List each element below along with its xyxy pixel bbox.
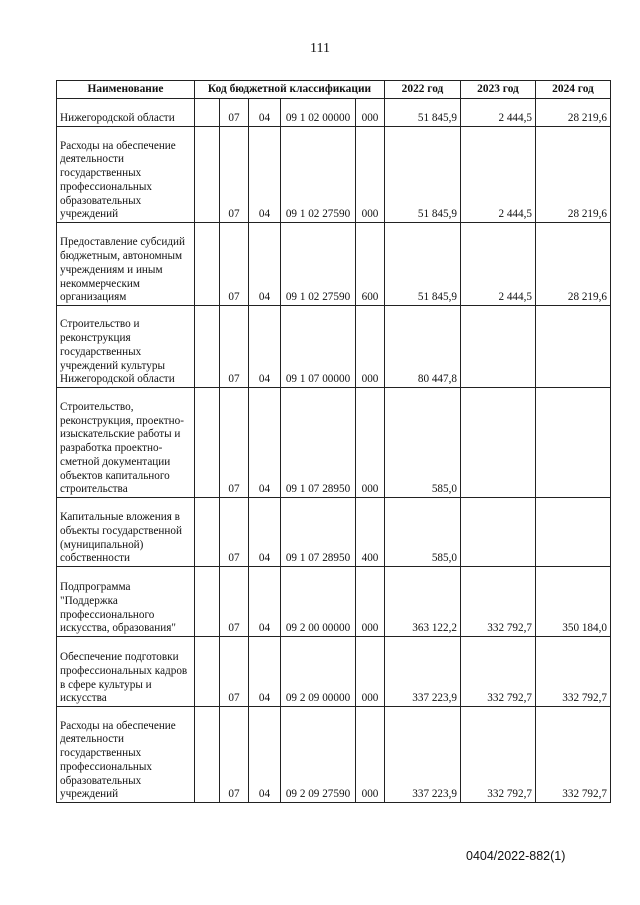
row-subsection: 04 <box>249 127 281 223</box>
row-target-article: 09 2 00 00000 <box>281 567 356 637</box>
row-value-2023: 332 792,7 <box>461 567 536 637</box>
row-value-2023: 2 444,5 <box>461 127 536 223</box>
row-subsection: 04 <box>249 388 281 498</box>
row-expense-type: 000 <box>356 99 385 127</box>
row-target-article: 09 2 09 27590 <box>281 707 356 803</box>
header-2024: 2024 год <box>536 81 611 99</box>
table-row <box>57 306 611 388</box>
row-value-2024 <box>536 388 611 498</box>
row-section: 07 <box>220 223 249 306</box>
row-subsection: 04 <box>249 223 281 306</box>
table-header-row <box>57 81 611 99</box>
row-value-2022: 337 223,9 <box>385 707 461 803</box>
row-value-2023: 2 444,5 <box>461 223 536 306</box>
row-value-2023 <box>461 498 536 567</box>
row-target-article: 09 1 02 27590 <box>281 223 356 306</box>
row-section: 07 <box>220 127 249 223</box>
row-name: Расходы на обеспечение деятельности государственных профессиональных образовательных учреждений <box>57 127 195 223</box>
row-value-2023: 332 792,7 <box>461 637 536 707</box>
row-value-2022: 585,0 <box>385 388 461 498</box>
table-row <box>57 498 611 567</box>
row-expense-type: 000 <box>356 637 385 707</box>
row-empty-code <box>195 707 220 803</box>
table-row <box>57 99 611 127</box>
row-expense-type: 400 <box>356 498 385 567</box>
row-empty-code <box>195 567 220 637</box>
row-value-2024: 28 219,6 <box>536 99 611 127</box>
row-subsection: 04 <box>249 306 281 388</box>
header-2022: 2022 год <box>385 81 461 99</box>
row-value-2024 <box>536 498 611 567</box>
row-subsection: 04 <box>249 637 281 707</box>
table-row <box>57 223 611 306</box>
row-value-2022: 80 447,8 <box>385 306 461 388</box>
row-value-2024 <box>536 306 611 388</box>
table-row <box>57 637 611 707</box>
row-value-2024: 28 219,6 <box>536 223 611 306</box>
row-section: 07 <box>220 567 249 637</box>
row-subsection: 04 <box>249 99 281 127</box>
row-empty-code <box>195 223 220 306</box>
row-value-2022: 51 845,9 <box>385 223 461 306</box>
row-value-2023 <box>461 388 536 498</box>
row-name: Капитальные вложения в объекты государственной (муниципальной) собственности <box>57 498 195 567</box>
header-2023: 2023 год <box>461 81 536 99</box>
row-subsection: 04 <box>249 567 281 637</box>
row-target-article: 09 1 07 28950 <box>281 388 356 498</box>
header-name: Наименование <box>57 81 195 99</box>
row-value-2024: 350 184,0 <box>536 567 611 637</box>
document-code: 0404/2022-882(1) <box>466 849 566 863</box>
row-name: Строительство, реконструкция, проектно-изыскательские работы и разработка проектно-сметной документации объектов капитального строительства <box>57 388 195 498</box>
row-target-article: 09 1 07 00000 <box>281 306 356 388</box>
budget-table <box>56 80 611 803</box>
row-name: Расходы на обеспечение деятельности государственных профессиональных образовательных учреждений <box>57 707 195 803</box>
table-row <box>57 388 611 498</box>
table-row <box>57 567 611 637</box>
row-section: 07 <box>220 306 249 388</box>
row-value-2023: 332 792,7 <box>461 707 536 803</box>
row-value-2022: 51 845,9 <box>385 127 461 223</box>
row-expense-type: 600 <box>356 223 385 306</box>
row-expense-type: 000 <box>356 388 385 498</box>
row-subsection: 04 <box>249 707 281 803</box>
row-value-2023: 2 444,5 <box>461 99 536 127</box>
row-section: 07 <box>220 99 249 127</box>
table-body <box>57 99 611 803</box>
row-section: 07 <box>220 707 249 803</box>
row-name: Строительство и реконструкция государственных учреждений культуры Нижегородской области <box>57 306 195 388</box>
row-section: 07 <box>220 498 249 567</box>
table-row <box>57 707 611 803</box>
row-value-2022: 585,0 <box>385 498 461 567</box>
row-value-2023 <box>461 306 536 388</box>
row-section: 07 <box>220 637 249 707</box>
page-number: 111 <box>310 41 330 56</box>
row-target-article: 09 2 09 00000 <box>281 637 356 707</box>
row-empty-code <box>195 637 220 707</box>
table-row <box>57 127 611 223</box>
row-subsection: 04 <box>249 498 281 567</box>
row-expense-type: 000 <box>356 567 385 637</box>
row-empty-code <box>195 306 220 388</box>
header-budget-code: Код бюджетной классификации <box>195 81 385 99</box>
row-value-2024: 28 219,6 <box>536 127 611 223</box>
row-empty-code <box>195 498 220 567</box>
row-target-article: 09 1 07 28950 <box>281 498 356 567</box>
row-name: Предоставление субсидий бюджетным, автономным учреждениям и иным некоммерческим организациям <box>57 223 195 306</box>
row-name: Обеспечение подготовки профессиональных кадров в сфере культуры и искусства <box>57 637 195 707</box>
row-expense-type: 000 <box>356 707 385 803</box>
row-name: Подпрограмма "Поддержка профессионального искусства, образования" <box>57 567 195 637</box>
row-name: Нижегородской области <box>57 99 195 127</box>
row-target-article: 09 1 02 00000 <box>281 99 356 127</box>
row-value-2022: 363 122,2 <box>385 567 461 637</box>
row-empty-code <box>195 388 220 498</box>
row-empty-code <box>195 127 220 223</box>
row-expense-type: 000 <box>356 127 385 223</box>
row-value-2024: 332 792,7 <box>536 707 611 803</box>
row-value-2022: 337 223,9 <box>385 637 461 707</box>
row-value-2022: 51 845,9 <box>385 99 461 127</box>
row-empty-code <box>195 99 220 127</box>
row-target-article: 09 1 02 27590 <box>281 127 356 223</box>
row-section: 07 <box>220 388 249 498</box>
row-value-2024: 332 792,7 <box>536 637 611 707</box>
row-expense-type: 000 <box>356 306 385 388</box>
